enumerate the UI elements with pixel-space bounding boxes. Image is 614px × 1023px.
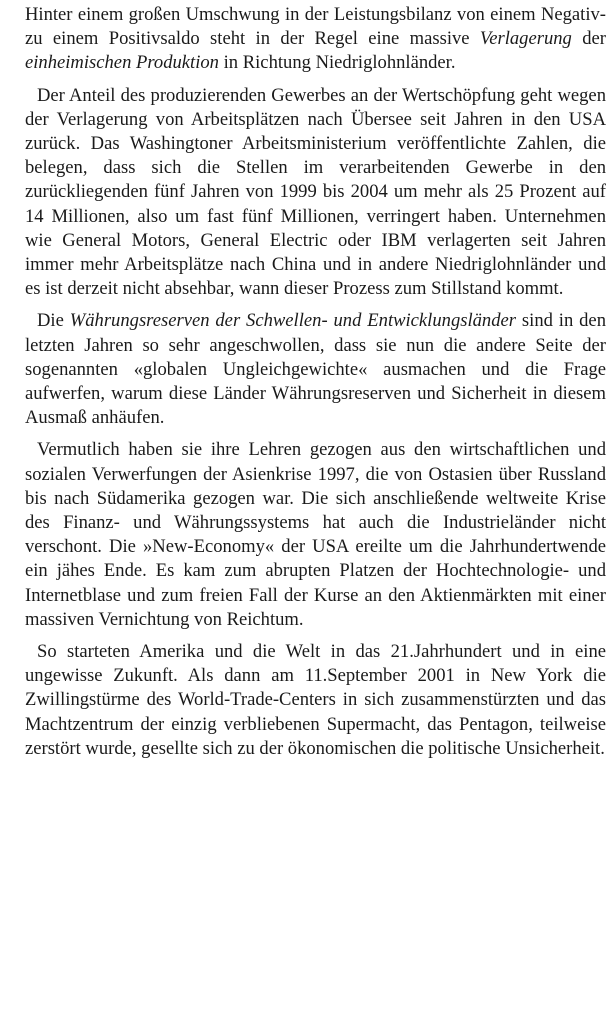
text-segment: Der Anteil des produzierenden Gewerbes an der Wertschöpfung geht wegen der Verlagerung von Arbeitsplätzen nach Übersee seit Jahren in den USA zurück. Das Washingtoner Arbeitsministerium veröffentlichte Zahlen, die belegen, dass sich die Stellen im verarbeitenden Gewerbe in den zurückliegenden fünf Jahren von 1999 bis 2004 um mehr als 25 Prozent auf 14 Millionen, also um fast fünf Millionen, verringert haben. Unternehmen wie General Motors, General Electric oder IBM verlagerten seit Jahren immer mehr Arbeitsplätze nach China und in andere Niedriglohnländer und es ist derzeit nicht absehbar, wann dieser Prozess zum Stillstand kommt.	[25, 84, 606, 300]
paragraph-asian-crisis	[25, 438, 606, 632]
text-segment: Die	[37, 310, 70, 332]
paragraph-21st-century	[25, 640, 606, 761]
text-segment: So starteten Amerika und die Welt in das 21.Jahrhundert und in eine ungewisse Zukunft. Als dann am 11.September 2001 in New York die Zwillingstürme des World-Trade-Centers in sich zusammenstürzten und das Machtzentrum der einzig verbliebenen Supermacht, das Pentagon, teilweise zerstört wurde, gesellte sich zu der ökonomischen die politische Unsicherheit.	[25, 641, 606, 759]
emphasis-einheimische-produktion: einheimischen Produktion	[25, 52, 219, 74]
text-segment: der	[571, 28, 606, 50]
emphasis-verlagerung: Verlagerung	[479, 28, 572, 50]
paragraph-manufacturing-share	[25, 84, 606, 302]
text-segment: sind in den letzten Jahren so sehr angeschwollen, dass sie nun die andere Seite der sogenannten «globalen Ungleichgewichte« ausmachen und die Frage aufwerfen, warum diese Länder Währungsreserven und Sicherheit in diesem Ausmaß anhäufen.	[25, 310, 606, 429]
text-segment: Vermutlich haben sie ihre Lehren gezogen aus den wirtschaftlichen und sozialen Verwerfungen der Asienkrise 1997, die von Ostasien über Russland bis nach Südamerika gezogen war. Die sich anschließende weltweite Krise des Finanz- und Währungssystems hat auch die Industrieländer nicht verschont. Die »New-Economy« der USA ereilte um die Jahrhundertwende ein jähes Ende. Es kam zum abrupten Platzen der Hochtechnologie- und Internetblase und zum freien Fall der Kurse an den Aktienmärkten mit einer massiven Vernichtung von Reichtum.	[25, 439, 606, 630]
paragraph-currency-reserves	[25, 309, 606, 430]
emphasis-waehrungsreserven: Währungsreserven der Schwellen- und Entwicklungsländer	[69, 310, 517, 332]
paragraph-trade-balance	[25, 3, 606, 76]
text-segment: Hinter einem großen Umschwung in der Leistungsbilanz von einem Negativ- zu einem Positivsaldo steht in der Regel eine massive	[25, 4, 606, 50]
text-segment: in Richtung Niedriglohnländer.	[218, 52, 456, 74]
